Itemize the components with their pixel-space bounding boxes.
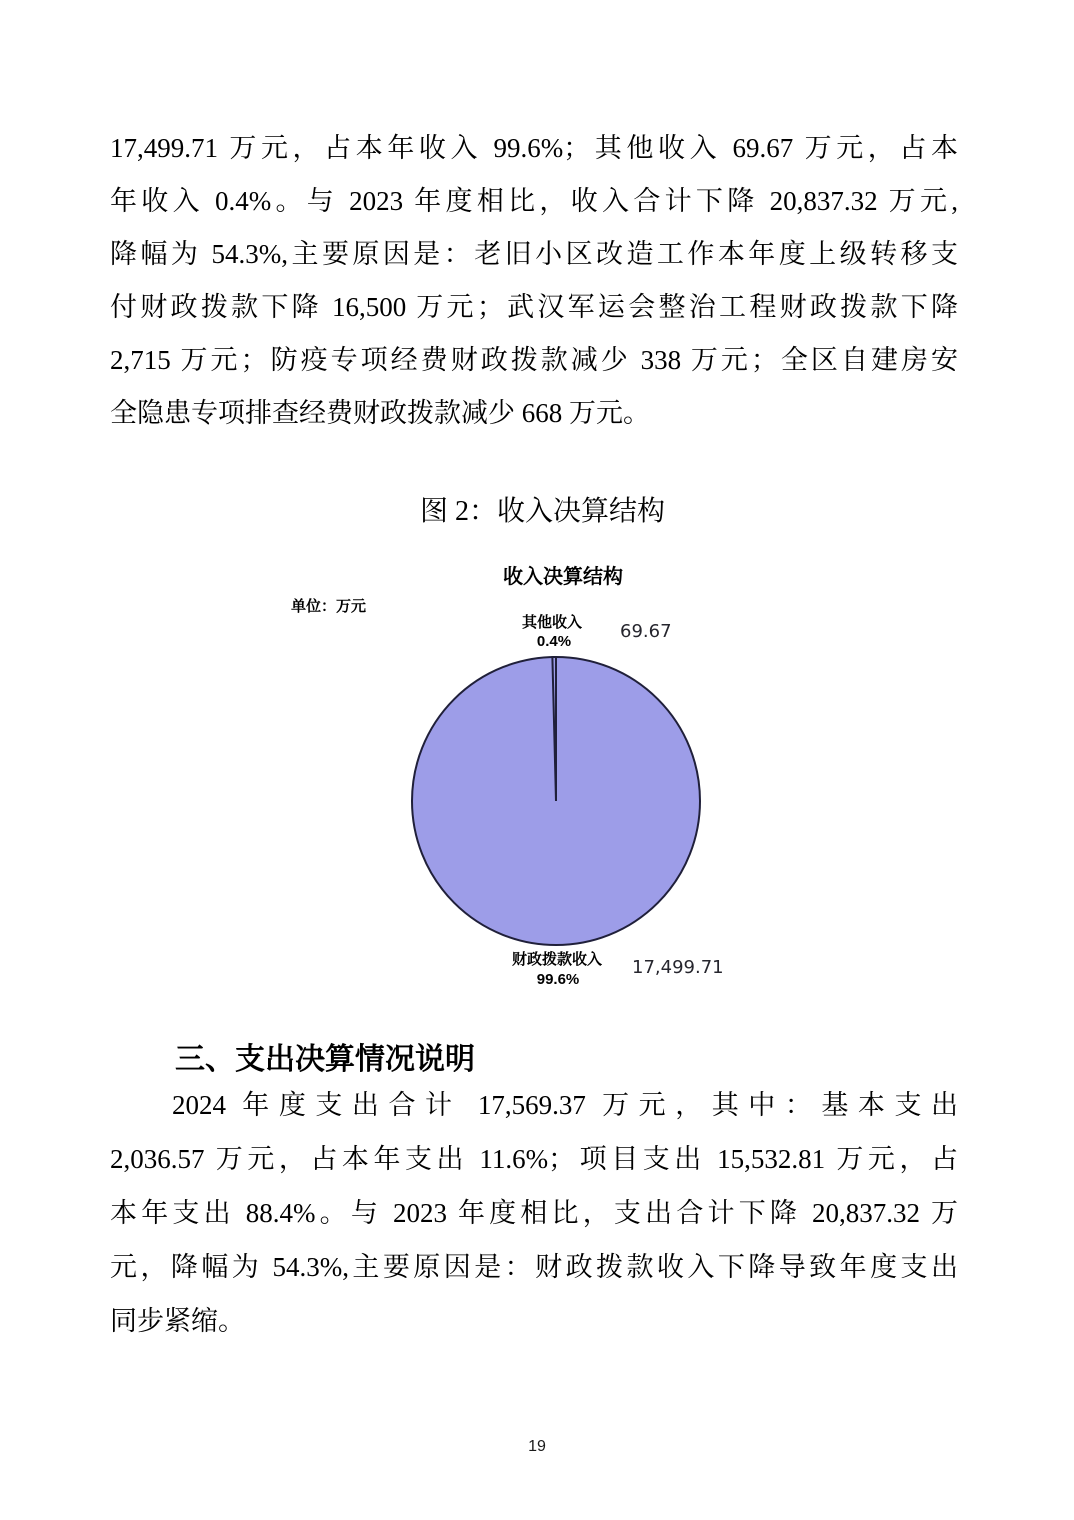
text-line: 2,715 万元；防疫专项经费财政拨款减少 338 万元；全区自建房安 [110,345,958,375]
slice-value-other-income: 69.67 [620,621,672,642]
text-line: 本年支出 88.4%。与 2023 年度相比，支出合计下降 20,837.32 万 [110,1198,958,1228]
chart-unit-label: 单位：万元 [291,598,367,615]
slice-percent-fiscal-appropriation: 99.6% [536,971,580,988]
text-line: 付财政拨款下降 16,500 万元；武汉军运会整治工程财政拨款下降 [110,292,958,322]
text-line: 17,499.71 万元，占本年收入 99.6%；其他收入 69.67 万元，占本 [110,133,958,163]
text-line: 元，降幅为 54.3%,主要原因是：财政拨款收入下降导致年度支出 [110,1252,958,1282]
text-line: 降幅为 54.3%,主要原因是：老旧小区改造工作本年度上级转移支 [110,239,958,269]
text-line: 同步紧缩。 [110,1306,245,1336]
text-line: 2,036.57 万元，占本年支出 11.6%；项目支出 15,532.81 万元，占 [110,1144,958,1174]
paragraph-income [110,122,958,440]
text-line: 年收入 0.4%。与 2023 年度相比，收入合计下降 20,837.32 万元, [110,186,958,216]
text-line: 2024 年度支出合计 17,569.37 万元，其中：基本支出 [172,1090,958,1120]
chart-title: 收入决算结构 [503,566,623,588]
slice-percent-other-income: 0.4% [536,633,572,650]
slice-label-fiscal-appropriation: 财政拨款收入 [511,951,603,968]
paragraph-expenditure [110,1078,958,1348]
text-line: 全隐患专项排查经费财政拨款减少 668 万元。 [110,398,650,428]
section-heading-expenditure: 三、支出决算情况说明 [175,1043,475,1076]
slice-value-fiscal-appropriation: 17,499.71 [632,957,724,978]
slice-label-other-income: 其他收入 [521,614,583,631]
page-number: 19 [528,1438,546,1455]
figure-caption: 图 2：收入决算结构 [420,496,666,527]
pie-graphic [406,651,706,951]
